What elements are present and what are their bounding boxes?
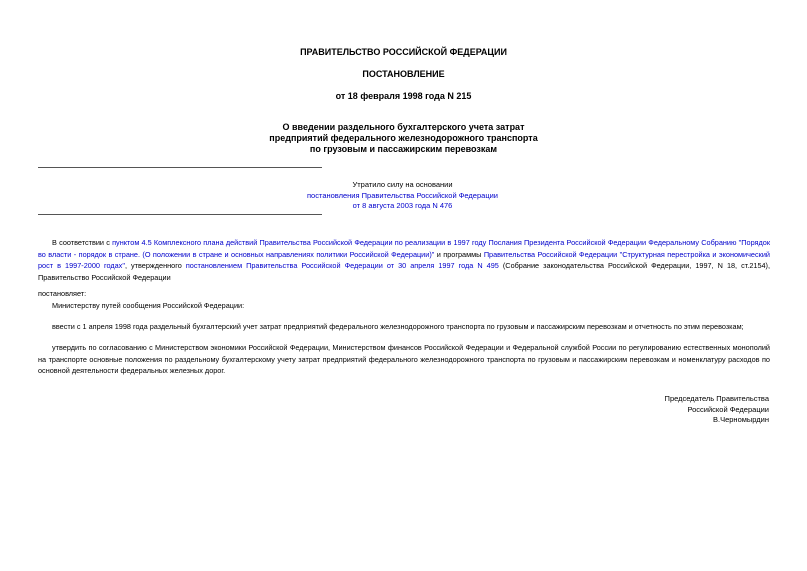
document-type: ПОСТАНОВЛЕНИЕ [362,69,445,79]
ministry-addressee: Министерству путей сообщения Российской Федерации: [52,301,245,310]
document-title-line-3: по грузовым и пассажирским перевозкам [309,144,498,154]
status-top-divider [38,167,322,168]
preamble-paragraph [38,237,770,283]
government-program-link[interactable]: Правительства Российской Федерации "Структурная перестройка и экономический рост в 1997-2000 годах" [38,249,770,270]
signature-block [569,394,769,426]
document-title-line-1: О введении раздельного бухгалтерского учета затрат [282,122,525,132]
preamble-text-4: (Собрание законодательства Российской Федерации, 1997, N 18, ст.2154), Правительство Российской Федерации [38,261,771,282]
resolution-495-link[interactable]: постановлением Правительства Российской Федерации от 30 апреля 1997 года N 495 [185,261,499,270]
resolves-text: постановляет: [38,289,87,298]
signatory-name: В.Черномырдин [713,415,769,424]
document-date-number: от 18 февраля 1998 года N 215 [335,91,472,101]
decree-item-2: утвердить по согласованию с Министерством экономики Российской Федерации, Министерством финансов Российской Федерации и Федеральной службой России по регулированию естественных монополий на транспорте основные положения по раздельному бухгалтерскому учету затрат предприятий федерального железнодорожного транспорта по грузовым и пассажирским перевозкам и номенклатуру расходов по основной деятельности федеральных железных дорог. [38,343,770,375]
signatory-country: Российской Федерации [687,404,769,414]
repeal-decree-link[interactable]: постановления Правительства Российской Федерации [306,190,498,200]
document-title-line-2: предприятий федерального железнодорожного транспорта [269,133,538,143]
preamble-text-1: В соответствии с [52,238,113,247]
repeal-decree-date-link[interactable]: от 8 августа 2003 года N 476 [352,201,453,210]
decree-item-1: ввести с 1 апреля 1998 года раздельный бухгалтерский учет затрат предприятий федерального железнодорожного транспорта по грузовым и пассажирским перевозкам и отчетность по этим перевозкам; [52,322,744,331]
comprehensive-plan-link[interactable]: пунктом 4.5 Комплексного плана действий Правительства Российской Федерации по реализации в 1997 году Послания Президента Российской Федерации Федеральному Собранию "Порядок во власти - порядок в стране. (О положении в стране и основных направлениях политики Российской Федерации)" [38,238,771,259]
status-bottom-divider [38,214,322,215]
preamble-text-3: , утвержденного [124,261,186,270]
repeal-status-text: Утратило силу на основании [352,180,453,189]
repeal-status-note [300,180,505,212]
signatory-position: Председатель Правительства [664,394,769,403]
preamble-text-2: и программы [434,249,484,259]
issuing-authority: ПРАВИТЕЛЬСТВО РОССИЙСКОЙ ФЕДЕРАЦИИ [300,47,507,57]
